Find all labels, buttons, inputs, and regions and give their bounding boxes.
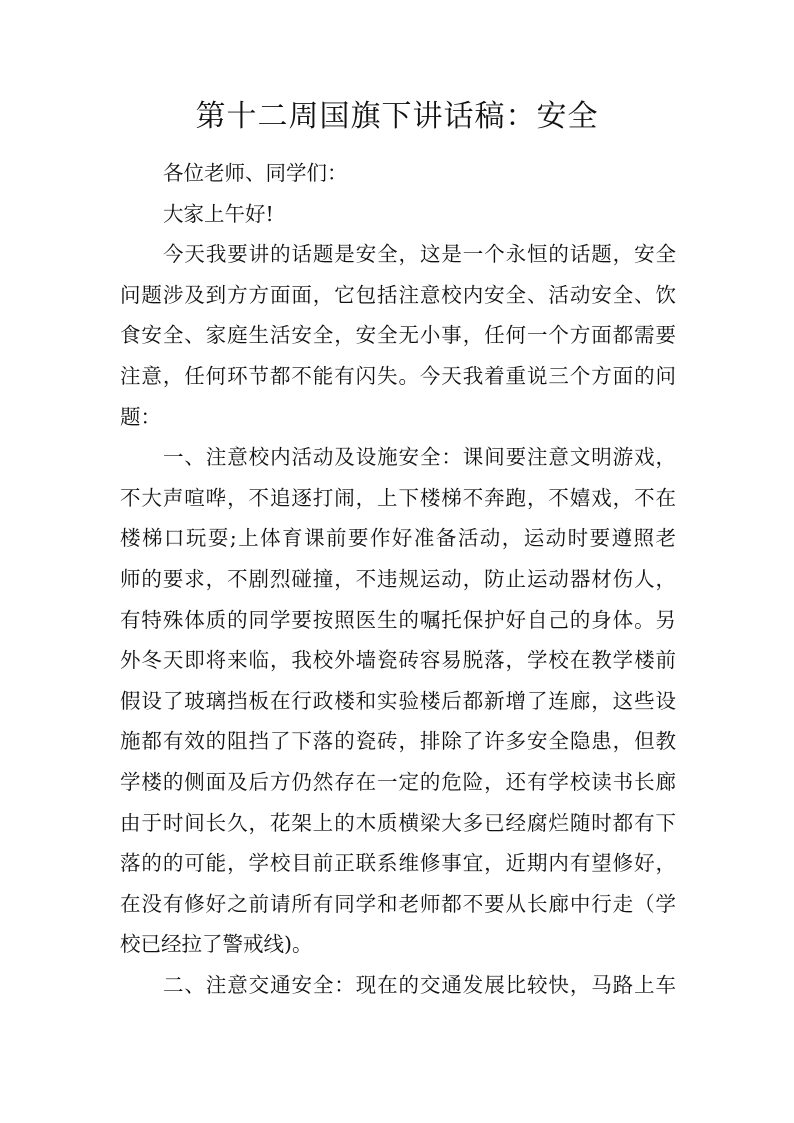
text-line: 由于时间长久，花架上的木质横梁大多已经腐烂随时都有下 xyxy=(120,810,676,835)
text-line: 学楼的侧面及后方仍然存在一定的危险，还有学校读书长廊 xyxy=(120,769,676,794)
text-line: 二、注意交通安全：现在的交通发展比较快，马路上车 xyxy=(163,972,676,997)
text-line: 假设了玻璃挡板在行政楼和实验楼后都新增了连廊，这些设 xyxy=(120,688,676,713)
text-line: 施都有效的阻挡了下落的瓷砖，排除了许多安全隐患，但教 xyxy=(120,729,676,754)
text-line: 问题涉及到方方面面，它包括注意校内安全、活动安全、饮 xyxy=(120,282,676,307)
text-line: 落的的可能，学校目前正联系维修事宜，近期内有望修好， xyxy=(120,851,676,876)
text-line: 食安全、家庭生活安全，安全无小事，任何一个方面都需要 xyxy=(120,323,676,348)
text-line: 在没有修好之前请所有同学和老师都不要从长廊中行走（学 xyxy=(120,891,676,916)
text-line: 楼梯口玩耍;上体育课前要作好准备活动，运动时要遵照老 xyxy=(120,526,676,551)
text-line: 注意，任何环节都不能有闪失。今天我着重说三个方面的问 xyxy=(120,363,676,388)
text-line: 校已经拉了警戒线)。 xyxy=(120,932,313,957)
text-line: 今天我要讲的话题是安全，这是一个永恒的话题，安全 xyxy=(163,242,676,267)
text-line: 一、注意校内活动及设施安全：课间要注意文明游戏， xyxy=(163,445,676,470)
text-line: 有特殊体质的同学要按照医生的嘱托保护好自己的身体。另 xyxy=(120,607,676,632)
page-title: 第十二周国旗下讲话稿：安全 xyxy=(195,99,599,134)
text-line: 各位老师、同学们： xyxy=(163,161,348,185)
document-body xyxy=(120,153,676,1005)
text-line: 外冬天即将来临，我校外墙瓷砖容易脱落，学校在教学楼前 xyxy=(120,648,676,673)
text-line: 大家上午好! xyxy=(163,201,274,226)
text-line: 题： xyxy=(120,404,161,429)
text-line: 师的要求，不剧烈碰撞，不违规运动，防止运动器材伤人， xyxy=(120,566,676,591)
text-line: 不大声喧哗，不追逐打闹，上下楼梯不奔跑，不嬉戏，不在 xyxy=(120,485,676,510)
